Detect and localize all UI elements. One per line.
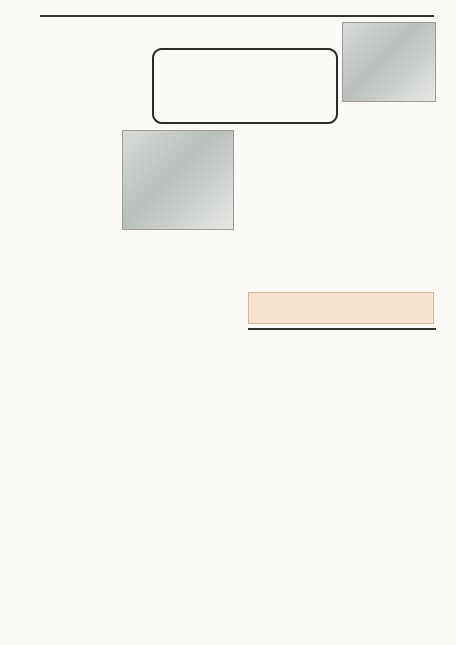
article-name-body (40, 560, 102, 642)
schedule-title (248, 328, 436, 330)
header-publisher (52, 2, 162, 14)
article-garden-title (222, 234, 242, 430)
article-pickup-title (194, 434, 212, 612)
masthead-title (164, 62, 304, 108)
photo-caption (340, 104, 436, 118)
masthead-suffix (304, 90, 330, 112)
article-newspaper-body (214, 434, 244, 612)
top-photo (342, 22, 436, 102)
header-title (196, 2, 286, 14)
header-rule (40, 15, 434, 17)
article-pickup-body (122, 434, 194, 612)
header-issue (392, 2, 432, 14)
campaign-center (378, 294, 434, 314)
stats-table (40, 120, 120, 552)
article-garden-body (122, 234, 222, 430)
footnote (248, 620, 436, 642)
headline-emergency (236, 128, 378, 168)
header-date (318, 2, 382, 14)
schedule (248, 328, 436, 618)
masthead-banner (152, 48, 338, 124)
contact-box (42, 18, 150, 118)
middle-photo (122, 130, 234, 230)
article-name-title (102, 560, 120, 642)
article-emergency-body (236, 168, 378, 274)
